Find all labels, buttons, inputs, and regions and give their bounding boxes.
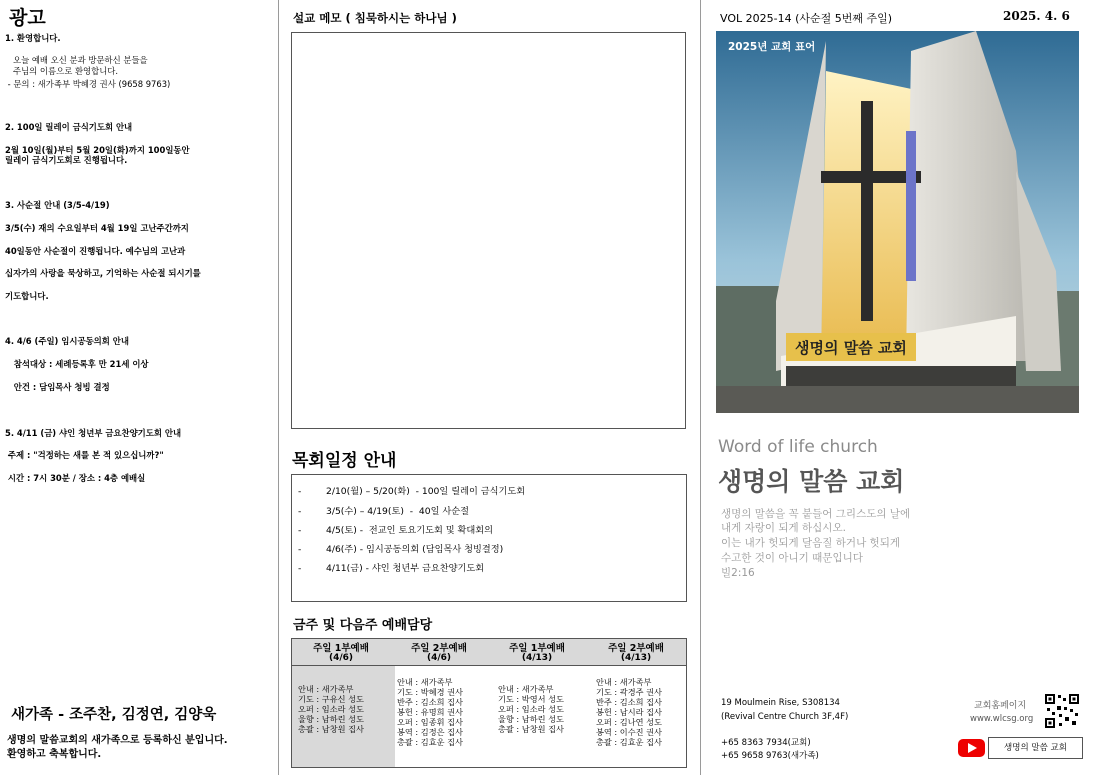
schedule-box: [291, 474, 687, 602]
schedule-item-text: 2/10(월) – 5/20(화) - 100일 릴레이 금식기도회: [326, 486, 526, 497]
church-sign-text: 생명의 말씀 교회: [795, 339, 907, 357]
service-header: [488, 639, 586, 666]
announcement-line: 안건 : 담임목사 청빙 결정: [5, 382, 110, 392]
service-header-date: (4/6): [328, 653, 354, 663]
service-entry: 총괄 : 김효운 집사: [397, 737, 463, 747]
service-entry: 안내 : 새가족부: [596, 677, 652, 687]
address-line: 19 Moulmein Rise, S308134: [721, 698, 840, 708]
service-header-name: 주일 2부예배: [608, 643, 664, 654]
announcement-line: 4. 4/6 (주일) 임시공동의회 안내: [5, 336, 129, 346]
sermon-memo-box[interactable]: [291, 32, 686, 429]
cover-column: [702, 0, 1096, 775]
announcement-line: 십자가의 사랑을 묵상하고, 기억하는 사순절 되시기를: [5, 268, 201, 278]
schedule-item: - 4/6(주) - 임시공동의회 (담임목사 청빙결정): [298, 544, 504, 555]
service-column: [292, 666, 395, 767]
announcements-title: 광고: [9, 7, 46, 29]
church-photo: [716, 31, 1079, 413]
service-entry: 오퍼 : 김나연 성도: [596, 717, 662, 727]
service-column: [395, 666, 491, 767]
schedule-item: - 3/5(수) – 4/19(토) - 40일 사순절: [298, 506, 470, 517]
service-title: 금주 및 다음주 예배담당: [293, 618, 433, 633]
announcement-line: - 문의 : 새가족부 박혜경 권사 (9658 9763): [5, 79, 171, 89]
youtube-icon[interactable]: [958, 739, 985, 757]
new-family-text: 환영하고 축복합니다.: [7, 749, 102, 760]
service-header-date: (4/13): [620, 653, 652, 663]
announcement-line: 시간 : 7시 30분 / 장소 : 4층 예배실: [5, 473, 146, 483]
service-header-name: 주일 2부예배: [411, 643, 467, 654]
announcement-line: 2. 100일 릴레이 금식기도회 안내: [5, 122, 133, 132]
column-divider: [700, 0, 701, 775]
announcement-line: 3/5(수) 재의 수요일부터 4월 19일 고난주간까지: [5, 223, 189, 233]
service-entry: 안내 : 새가족부: [298, 684, 354, 694]
announcement-line: 릴레이 금식기도회로 진행됩니다.: [5, 155, 128, 165]
service-header: [292, 639, 390, 666]
announcement-line: 3. 사순절 안내 (3/5-4/19): [5, 200, 110, 210]
schedule-item-text: 3/5(수) – 4/19(토) - 40일 사순절: [326, 506, 470, 517]
schedule-item: - 4/11(금) - 샤인 청년부 금요찬양기도회: [298, 563, 485, 574]
service-entry: 울향 : 남하린 성도: [498, 714, 564, 724]
service-header-date: (4/13): [521, 653, 553, 663]
service-table: [291, 638, 687, 768]
service-entry: 안내 : 새가족부: [397, 677, 453, 687]
schedule-item: - 2/10(월) – 5/20(화) - 100일 릴레이 금식기도회: [298, 486, 526, 497]
service-entry: 봉헌 : 남시라 집사: [596, 707, 662, 717]
service-entry: 봉역 : 김정은 집사: [397, 727, 463, 737]
announcement-line: 참석대상 : 세례등록후 만 21세 이상: [5, 359, 149, 369]
service-entry: 울향 : 남하린 성도: [298, 714, 364, 724]
announcement-line: 40일동안 사순절이 진행됩니다. 예수님의 고난과: [5, 246, 186, 256]
church-name-korean: 생명의 말씀 교회: [718, 467, 905, 496]
address-line: (Revival Centre Church 3F,4F): [721, 712, 849, 722]
verse-line: 내게 자랑이 되게 하십시오.: [721, 522, 846, 534]
service-entry: 기도 : 곽경주 권사: [596, 687, 662, 697]
announcement-line: 오늘 예배 오신 분과 방문하신 분들을: [5, 55, 148, 65]
service-entry: 봉역 : 이수진 권사: [596, 727, 662, 737]
service-header-name: 주일 1부예배: [313, 643, 369, 654]
service-entry: 기도 : 박영서 성도: [498, 694, 564, 704]
bulletin-date: 2025. 4. 6: [1003, 9, 1070, 23]
service-entry: 기도 : 구유신 성도: [298, 694, 364, 704]
service-header: [586, 639, 686, 666]
schedule-item-text: 4/11(금) - 샤인 청년부 금요찬양기도회: [326, 563, 485, 574]
memo-schedule-column: [279, 0, 699, 775]
announcement-line: 1. 환영합니다.: [5, 33, 61, 43]
phone-church: +65 8363 7934(교회): [721, 738, 811, 748]
service-column: [492, 666, 588, 767]
announcement-line: 5. 4/11 (금) 샤인 청년부 금요찬양기도회 안내: [5, 428, 182, 438]
verse-line: 이는 내가 헛되게 달음질 하거나 헛되게: [721, 537, 900, 549]
photo-label: 2025년 교회 표어: [728, 41, 816, 53]
service-entry: 안내 : 새가족부: [498, 684, 554, 694]
service-header: [390, 639, 488, 666]
service-entry: 총괄 : 남창원 집사: [498, 724, 564, 734]
schedule-item-text: 4/6(주) - 임시공동의회 (담임목사 청빙결정): [326, 544, 504, 555]
schedule-item-text: 4/5(토) - 전교인 토요기도회 및 확대회의: [326, 525, 494, 536]
verse-line: 생명의 말씀을 꼭 붙들어 그리스도의 날에: [721, 508, 911, 520]
homepage-label: 교회홈페이지: [974, 701, 1027, 711]
sermon-memo-title: 설교 메모 ( 침묵하시는 하나님 ): [293, 11, 457, 25]
announcement-line: 2월 10일(월)부터 5월 20일(화)까지 100일동안: [5, 145, 190, 155]
service-header-name: 주일 1부예배: [509, 643, 565, 654]
service-entry: 총괄 : 남창원 집사: [298, 724, 364, 734]
verse-reference: 빌2:16: [721, 567, 755, 579]
volume-label: VOL 2025-14 (사순절 5번째 주일): [720, 12, 893, 25]
announcements-column: [0, 0, 276, 775]
church-building-illustration: [716, 31, 1079, 413]
homepage-url[interactable]: www.wlcsg.org: [970, 714, 1034, 724]
phone-new-family: +65 9658 9763(새가족): [721, 751, 819, 761]
service-entry: 오퍼 : 임소라 성도: [498, 704, 564, 714]
qr-code-icon[interactable]: [1044, 693, 1080, 729]
new-family-title: 새가족 - 조주찬, 김정연, 김양욱: [11, 707, 217, 723]
service-entry: 기도 : 박혜경 권사: [397, 687, 463, 697]
announcement-line: 주님의 이름으로 환영합니다.: [5, 66, 119, 76]
service-entry: 반주 : 김소희 집사: [397, 697, 463, 707]
announcement-line: 주제 : "걱정하는 새를 본 적 있으십니까?": [5, 450, 164, 460]
new-family-text: 생명의 말씀교회의 새가족으로 등록하신 분입니다.: [7, 735, 228, 746]
verse-line: 수고한 것이 아니기 때문입니다: [721, 552, 863, 564]
service-entry: 오퍼 : 임종휘 집사: [397, 717, 463, 727]
service-entry: 오퍼 : 임소라 성도: [298, 704, 364, 714]
youtube-channel-button[interactable]: 생명의 말씀 교회: [988, 737, 1083, 759]
service-header-date: (4/6): [426, 653, 452, 663]
schedule-title: 목회일정 안내: [292, 451, 397, 471]
service-entry: 반주 : 김소희 집사: [596, 697, 662, 707]
service-column: [590, 666, 686, 767]
service-entry: 총괄 : 김효운 집사: [596, 737, 662, 747]
service-entry: 봉헌 : 유명희 권사: [397, 707, 463, 717]
church-name-english: Word of life church: [718, 437, 878, 457]
announcement-line: 기도합니다.: [5, 291, 49, 301]
schedule-item: - 4/5(토) - 전교인 토요기도회 및 확대회의: [298, 525, 494, 536]
